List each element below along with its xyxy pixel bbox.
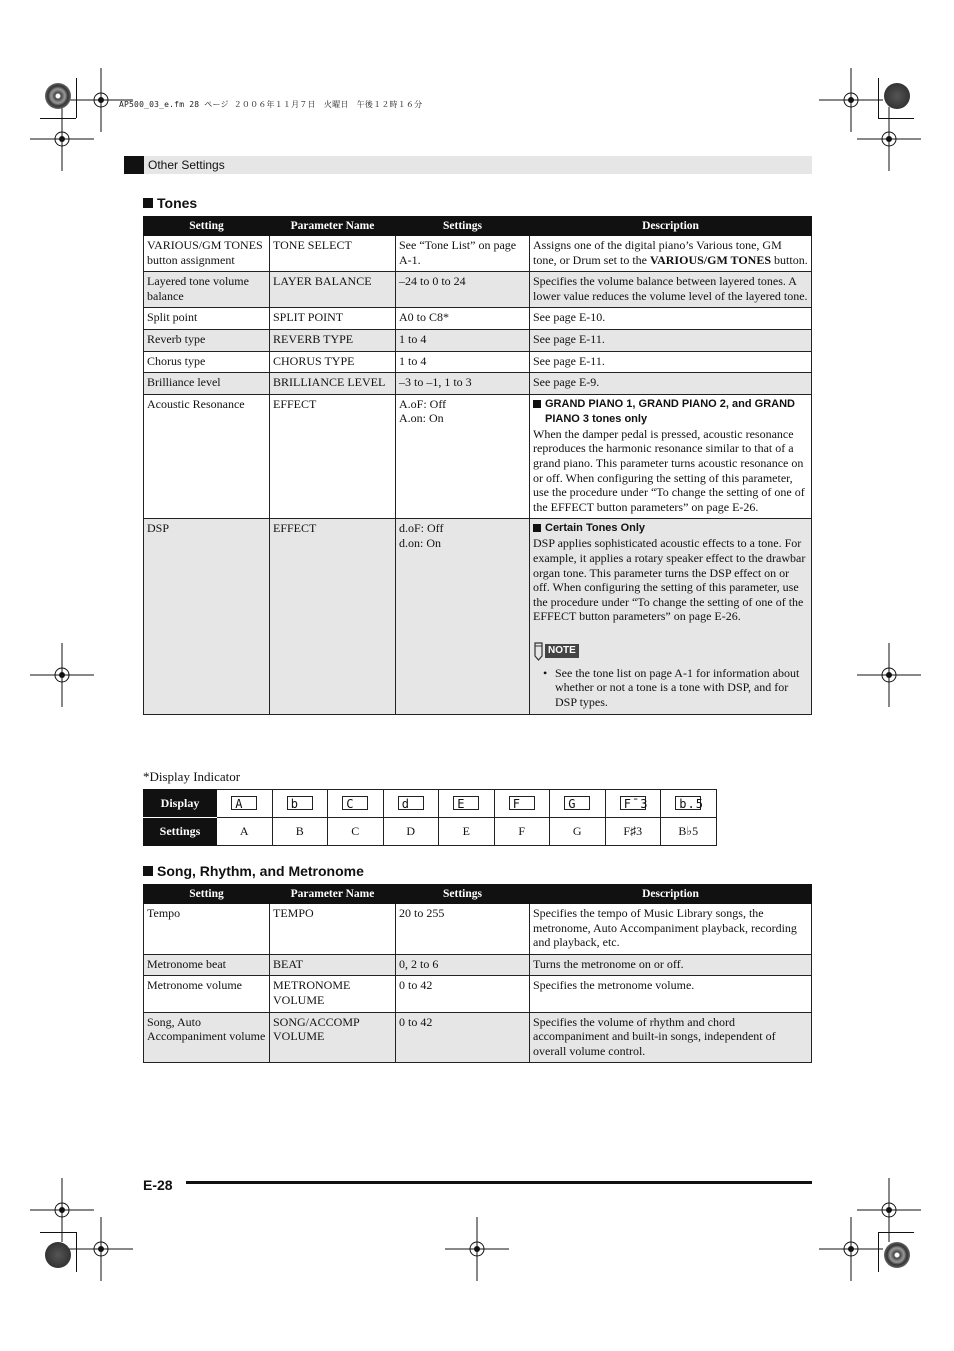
table-row xyxy=(144,329,812,351)
value-cell: D xyxy=(383,818,439,846)
lcd-cell xyxy=(605,790,661,818)
column-header: Parameter Name xyxy=(270,885,396,904)
settings-cell: –3 to –1, 1 to 3 xyxy=(396,373,530,395)
square-bullet-icon xyxy=(143,866,153,876)
table-header-row xyxy=(144,885,812,904)
description-cell: Assigns one of the digital piano’s Various tone, GM tone, or Drum set to the VARIOUS/GM TONES button. xyxy=(530,236,812,272)
lcd-glyph: Fˉ3 xyxy=(620,796,646,810)
description-cell: See page E-11. xyxy=(530,351,812,373)
crop-line xyxy=(40,1232,76,1233)
table-row xyxy=(144,904,812,955)
setting-cell: Metronome beat xyxy=(144,954,270,976)
crop-line xyxy=(76,1232,77,1272)
column-header: Settings xyxy=(396,217,530,236)
crop-line xyxy=(76,78,77,118)
param-cell: EFFECT xyxy=(270,394,396,519)
description-cell: See page E-10. xyxy=(530,308,812,330)
display-indicator-table xyxy=(143,789,717,846)
settings-cell: 1 to 4 xyxy=(396,351,530,373)
setting-cell: Song, Auto Accompaniment volume xyxy=(144,1012,270,1063)
setting-cell: VARIOUS/GM TONES button assignment xyxy=(144,236,270,272)
lcd-glyph: C xyxy=(342,796,368,810)
lcd-cell xyxy=(439,790,495,818)
value-cell: C xyxy=(328,818,384,846)
file-header: AP500_03_e.fm 28 ページ ２００６年１１月７日 火曜日 午後１２時１６分 xyxy=(119,100,423,109)
description-subheading: Certain Tones Only xyxy=(533,521,808,536)
settings-cell: A0 to C8* xyxy=(396,308,530,330)
table-row xyxy=(144,954,812,976)
crop-line xyxy=(878,78,879,118)
crop-line xyxy=(878,1232,879,1272)
table-row xyxy=(144,394,812,519)
crop-line xyxy=(40,118,76,119)
lcd-glyph: E xyxy=(453,796,479,810)
column-header: Setting xyxy=(144,217,270,236)
lcd-cell xyxy=(383,790,439,818)
setting-cell: Brilliance level xyxy=(144,373,270,395)
lcd-cell xyxy=(217,790,273,818)
section-bar-marker xyxy=(124,156,144,174)
description-cell: Specifies the volume balance between layered tones. A lower value reduces the volume level of the layered tone. xyxy=(530,272,812,308)
table-row xyxy=(144,236,812,272)
settings-cell: –24 to 0 to 24 xyxy=(396,272,530,308)
table-row xyxy=(144,272,812,308)
settings-cell: See “Tone List” on page A-1. xyxy=(396,236,530,272)
lcd-glyph: b.5 xyxy=(675,796,701,810)
description-cell: Turns the metronome on or off. xyxy=(530,954,812,976)
value-cell: F♯3 xyxy=(605,818,661,846)
row-label: Settings xyxy=(144,818,217,846)
song-heading: Song, Rhythm, and Metronome xyxy=(143,863,364,879)
table-row xyxy=(144,308,812,330)
column-header: Settings xyxy=(396,885,530,904)
table-row xyxy=(144,519,812,714)
description-subheading: GRAND PIANO 1, GRAND PIANO 2, and GRAND PIANO 3 tones only xyxy=(533,397,808,427)
row-label: Display xyxy=(144,790,217,818)
color-target-icon xyxy=(45,1242,71,1268)
setting-cell: Reverb type xyxy=(144,329,270,351)
table-row xyxy=(144,976,812,1012)
param-cell: SONG/ACCOMP VOLUME xyxy=(270,1012,396,1063)
column-header: Setting xyxy=(144,885,270,904)
param-cell: BEAT xyxy=(270,954,396,976)
lcd-glyph: d xyxy=(398,796,424,810)
lcd-glyph: A xyxy=(231,796,257,810)
lcd-glyph: G xyxy=(564,796,590,810)
crop-line xyxy=(878,1232,914,1233)
setting-cell: Metronome volume xyxy=(144,976,270,1012)
column-header: Description xyxy=(530,885,812,904)
color-target-icon xyxy=(884,1242,910,1268)
table-row xyxy=(144,373,812,395)
lcd-cell xyxy=(328,790,384,818)
param-cell: EFFECT xyxy=(270,519,396,714)
value-cell: A xyxy=(217,818,273,846)
param-cell: LAYER BALANCE xyxy=(270,272,396,308)
param-cell: TEMPO xyxy=(270,904,396,955)
description-cell: See page E-11. xyxy=(530,329,812,351)
note-icon: NOTE xyxy=(533,640,808,662)
param-cell: REVERB TYPE xyxy=(270,329,396,351)
section-title: Other Settings xyxy=(148,158,225,172)
column-header: Description xyxy=(530,217,812,236)
setting-cell: Chorus type xyxy=(144,351,270,373)
color-target-icon xyxy=(45,83,71,109)
table-row xyxy=(144,351,812,373)
display-row xyxy=(144,790,717,818)
lcd-cell xyxy=(550,790,606,818)
settings-cell: A.oF: Off A.on: On xyxy=(396,394,530,519)
song-table xyxy=(143,884,812,1063)
settings-row xyxy=(144,818,717,846)
tones-table xyxy=(143,216,812,715)
settings-cell: 0 to 42 xyxy=(396,976,530,1012)
value-cell: E xyxy=(439,818,495,846)
value-cell: G xyxy=(550,818,606,846)
value-cell: B♭5 xyxy=(661,818,717,846)
note-bullet: • See the tone list on page A-1 for information about whether or not a tone is a tone with DSP, and for DSP types. xyxy=(533,666,808,710)
note-block xyxy=(533,640,808,710)
setting-cell: Tempo xyxy=(144,904,270,955)
description-cell: Certain Tones Only DSP applies sophisticated acoustic effects to a tone. For example, it applies a rotary speaker effect to the drawbar organ tone. This parameter turns the DSP effect on or off. When configuring the setting of this parameter, use the procedure under “To change the setting of one of the EFFECT button parameters” on page E-26. NOTE • See the tone list on page A-1 for information about whether or not a tone is a tone with DSP, and for DSP types. xyxy=(530,519,812,714)
section-bar xyxy=(124,156,812,174)
footer-rule xyxy=(186,1181,812,1184)
description-cell: Specifies the metronome volume. xyxy=(530,976,812,1012)
description-cell: Specifies the volume of rhythm and chord accompaniment and built-in songs, independent of overall volume control. xyxy=(530,1012,812,1063)
setting-cell: Split point xyxy=(144,308,270,330)
color-target-icon xyxy=(884,83,910,109)
column-header: Parameter Name xyxy=(270,217,396,236)
value-cell: B xyxy=(272,818,328,846)
param-cell: BRILLIANCE LEVEL xyxy=(270,373,396,395)
square-bullet-icon xyxy=(143,198,153,208)
page-number: E-28 xyxy=(143,1177,173,1193)
param-cell: SPLIT POINT xyxy=(270,308,396,330)
settings-cell: 0 to 42 xyxy=(396,1012,530,1063)
lcd-cell xyxy=(661,790,717,818)
settings-cell: d.oF: Off d.on: On xyxy=(396,519,530,714)
lcd-glyph: F xyxy=(509,796,535,810)
settings-cell: 0, 2 to 6 xyxy=(396,954,530,976)
param-cell: METRONOME VOLUME xyxy=(270,976,396,1012)
lcd-cell xyxy=(272,790,328,818)
param-cell: CHORUS TYPE xyxy=(270,351,396,373)
description-cell: GRAND PIANO 1, GRAND PIANO 2, and GRAND PIANO 3 tones only When the damper pedal is pressed, acoustic resonance reproduces the harmonic resonance similar to that of a grand piano. This parameter turns acoustic resonance on or off. When configuring the setting of this parameter, use the procedure under “To change the setting of one of the EFFECT button parameters” on page E-26. xyxy=(530,394,812,519)
value-cell: F xyxy=(494,818,550,846)
setting-cell: DSP xyxy=(144,519,270,714)
settings-cell: 1 to 4 xyxy=(396,329,530,351)
display-indicator-caption: *Display Indicator xyxy=(143,769,241,784)
param-cell: TONE SELECT xyxy=(270,236,396,272)
tones-heading: Tones xyxy=(143,195,197,211)
settings-cell: 20 to 255 xyxy=(396,904,530,955)
crop-line xyxy=(878,118,914,119)
description-cell: See page E-9. xyxy=(530,373,812,395)
table-header-row xyxy=(144,217,812,236)
lcd-cell xyxy=(494,790,550,818)
setting-cell: Acoustic Resonance xyxy=(144,394,270,519)
table-row xyxy=(144,1012,812,1063)
setting-cell: Layered tone volume balance xyxy=(144,272,270,308)
description-cell: Specifies the tempo of Music Library songs, the metronome, Auto Accompaniment playback, recording and playback, etc. xyxy=(530,904,812,955)
lcd-glyph: b xyxy=(287,796,313,810)
